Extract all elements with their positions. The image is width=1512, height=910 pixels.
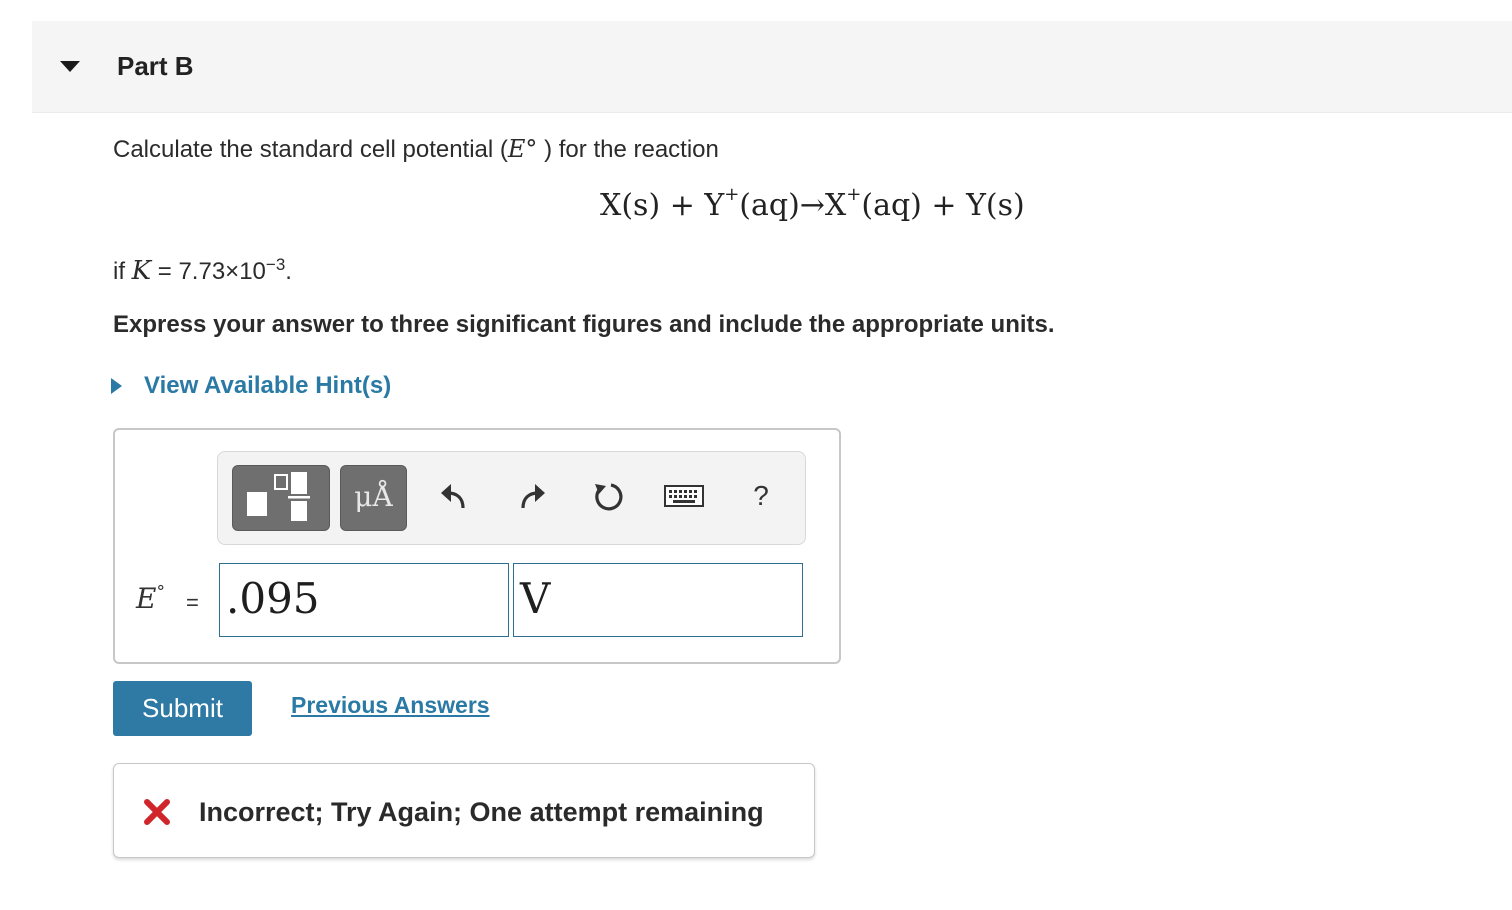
- hint-label: View Available Hint(s): [144, 372, 392, 399]
- feedback-message: Incorrect; Try Again; One attempt remaining: [199, 797, 764, 827]
- question-prompt: Calculate the standard cell potential (E° ) for the reaction: [113, 135, 719, 163]
- previous-answers-link[interactable]: Previous Answers: [291, 692, 490, 718]
- help-icon[interactable]: ?: [753, 480, 769, 511]
- instruction-text: Express your answer to three significant figures and include the appropriate units.: [113, 311, 1055, 338]
- reset-icon[interactable]: [590, 478, 626, 514]
- prompt-symbol: E°: [507, 135, 538, 163]
- submit-button[interactable]: Submit: [113, 681, 252, 736]
- part-title: Part B: [117, 51, 194, 81]
- equilibrium-constant-line: if $K = 7.73\times 10^{-3}$.: [113, 255, 292, 286]
- collapse-caret-icon[interactable]: [60, 61, 80, 72]
- incorrect-x-icon: [143, 798, 171, 826]
- view-hints-toggle[interactable]: [111, 372, 391, 400]
- reaction-equation: X(s) + Y+(aq)→X+(aq) + Y(s): [600, 184, 1025, 223]
- keyboard-icon[interactable]: [664, 478, 704, 514]
- equals-sign: =: [186, 590, 199, 615]
- unit-text: V: [520, 574, 551, 623]
- units-icon: μÅ: [354, 480, 393, 513]
- value-text: .095: [226, 574, 320, 623]
- units-button[interactable]: [340, 465, 407, 531]
- templates-button[interactable]: [232, 465, 330, 531]
- templates-icon: [233, 466, 329, 530]
- unit-input[interactable]: [513, 563, 803, 637]
- undo-icon[interactable]: [437, 478, 473, 514]
- value-input[interactable]: [219, 563, 509, 637]
- part-header[interactable]: [32, 21, 1512, 113]
- answer-label: E°: [136, 582, 165, 615]
- redo-icon[interactable]: [513, 478, 549, 514]
- expand-triangle-icon: [111, 378, 122, 394]
